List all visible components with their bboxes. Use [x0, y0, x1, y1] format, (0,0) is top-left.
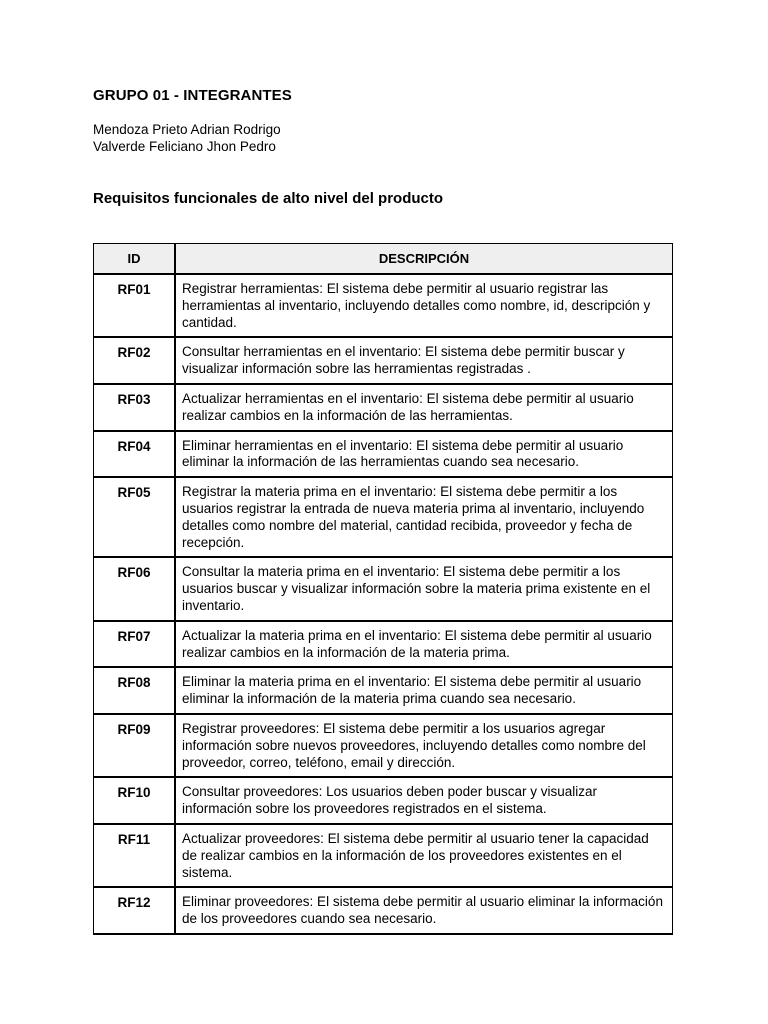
table-row — [94, 557, 673, 620]
requirement-id: RF01 — [94, 274, 176, 337]
table-row — [94, 621, 673, 668]
requirement-id: RF04 — [94, 431, 176, 478]
table-row — [94, 431, 673, 478]
header-description: DESCRIPCIÓN — [175, 244, 673, 275]
section-title: Requisitos funcionales de alto nivel del producto — [93, 190, 444, 207]
requirement-id: RF07 — [94, 621, 176, 668]
requirement-description: Consultar herramientas en el inventario: El sistema debe permitir buscar y visualizar información sobre las herramientas registradas . — [175, 337, 673, 384]
requirement-description: Consultar proveedores: Los usuarios deben poder buscar y visualizar información sobre los proveedores registrados en el sistema. — [175, 777, 673, 824]
requirement-id: RF05 — [94, 477, 176, 557]
table-row — [94, 824, 673, 887]
header-id: ID — [94, 244, 176, 275]
requirement-id: RF06 — [94, 557, 176, 620]
requirement-description: Eliminar proveedores: El sistema debe permitir al usuario eliminar la información de los proveedores cuando sea necesario. — [175, 887, 673, 934]
requirement-description: Eliminar la materia prima en el inventario: El sistema debe permitir al usuario eliminar la información de la materia prima cuando sea necesario. — [175, 667, 673, 714]
requirement-id: RF11 — [94, 824, 176, 887]
table-row — [94, 667, 673, 714]
table-row — [94, 274, 673, 337]
group-title: GRUPO 01 - INTEGRANTES — [93, 87, 292, 104]
requirement-id: RF10 — [94, 777, 176, 824]
table-row — [94, 714, 673, 777]
requirement-description: Eliminar herramientas en el inventario: El sistema debe permitir al usuario eliminar la información de las herramientas cuando sea necesario. — [175, 431, 673, 478]
table-row — [94, 777, 673, 824]
requirement-description: Registrar proveedores: El sistema debe permitir a los usuarios agregar información sobre nuevos proveedores, incluyendo detalles como nombre del proveedor, correo, teléfono, email y dirección. — [175, 714, 673, 777]
requirement-description: Registrar herramientas: El sistema debe permitir al usuario registrar las herramientas al inventario, incluyendo detalles como nombre, id, descripción y cantidad. — [175, 274, 673, 337]
requirement-id: RF09 — [94, 714, 176, 777]
requirement-id: RF03 — [94, 384, 176, 431]
member-name: Mendoza Prieto Adrian Rodrigo — [93, 122, 281, 137]
table-row — [94, 384, 673, 431]
table-header-row — [94, 244, 673, 275]
requirement-id: RF08 — [94, 667, 176, 714]
member-name: Valverde Feliciano Jhon Pedro — [93, 139, 276, 154]
requirement-id: RF12 — [94, 887, 176, 934]
requirement-description: Actualizar herramientas en el inventario: El sistema debe permitir al usuario realizar cambios en la información de las herramientas. — [175, 384, 673, 431]
requirements-table — [93, 243, 673, 935]
requirement-description: Actualizar proveedores: El sistema debe permitir al usuario tener la capacidad de realizar cambios en la información de los proveedores existentes en el sistema. — [175, 824, 673, 887]
requirement-id: RF02 — [94, 337, 176, 384]
requirement-description: Registrar la materia prima en el inventario: El sistema debe permitir a los usuarios registrar la entrada de nueva materia prima al inventario, incluyendo detalles como nombre del material, cantidad recibida, proveedor y fecha de recepción. — [175, 477, 673, 557]
requirement-description: Actualizar la materia prima en el inventario: El sistema debe permitir al usuario realizar cambios en la información de la materia prima. — [175, 621, 673, 668]
table-row — [94, 887, 673, 934]
table-row — [94, 477, 673, 557]
table-row — [94, 337, 673, 384]
members-list — [93, 121, 281, 155]
requirement-description: Consultar la materia prima en el inventario: El sistema debe permitir a los usuarios buscar y visualizar información sobre la materia prima existente en el inventario. — [175, 557, 673, 620]
